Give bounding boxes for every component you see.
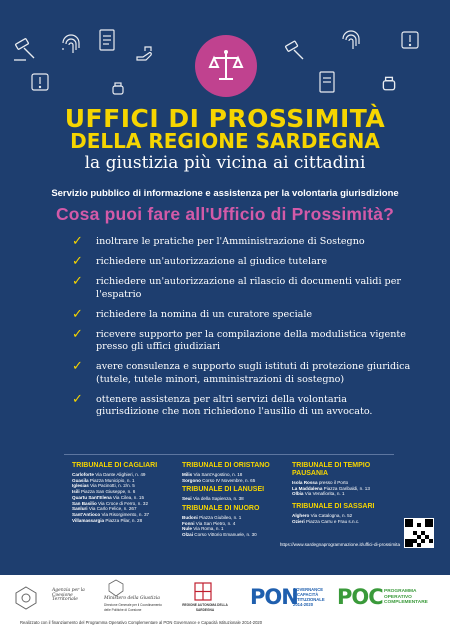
ink-pot-right-icon — [380, 74, 398, 92]
tribunal-title: TRIBUNALE DI SASSARI — [292, 503, 375, 510]
title-line-2: DELLA REGIONE SARDEGNA — [70, 129, 380, 153]
poc-logo: POC — [337, 585, 383, 609]
check-icon: ✓ — [72, 234, 83, 249]
service-description: Servizio pubblico di informazione e assistenza per la volontaria giurisdizione — [51, 188, 399, 199]
cofinancing-note: Realizzato con il finanziamento del Programma Operativo Complementare al PON Governance e Capacità Istituzionale 2014-2020 — [20, 620, 263, 625]
document-right-icon — [318, 70, 336, 94]
tribunal-title: TRIBUNALE DI CAGLIARI — [72, 462, 158, 469]
tribunal-sassari — [292, 503, 374, 524]
tribunal-entry: Nule Via Roma, n. 1 — [182, 526, 224, 532]
scales-icon — [207, 47, 245, 85]
tribunal-entry: Sorgono Corso IV Novembre, n. 65 — [182, 477, 256, 483]
tribunal-title: TRIBUNALE DI TEMPIO PAUSANIA — [292, 462, 371, 477]
divider — [64, 454, 394, 455]
question-heading: Cosa puoi fare all'Ufficio di Prossimità? — [55, 204, 395, 224]
tribunal-entry: Fonni Via San Pietro, n. 4 — [182, 520, 236, 526]
list-item-text: avere consulenza e supporto sugli istituti di protezione giuridica (tutele, tutele minori, amministrazioni di sostegno) — [96, 361, 411, 385]
title-line-1: UFFICI DI PROSSIMITÀ — [64, 104, 386, 133]
list-item — [72, 276, 412, 301]
tribunal-tempio — [292, 462, 372, 497]
agency-logo: Agenzia per la Coesione Territoriale — [52, 588, 85, 602]
sardinia-region-emblem-icon — [194, 582, 212, 602]
gavel-icon — [12, 38, 40, 62]
list-item — [72, 361, 412, 386]
document-icon — [98, 28, 116, 52]
tribunal-entry: Milis Via Sant'Agostino, n. 18 — [182, 472, 243, 477]
list-item-text: inoltrare le pratiche per l'Amministrazione di Sostegno — [96, 236, 365, 247]
tribunal-entry: Isola Rossa presso il Porto — [292, 480, 349, 485]
pon-logo: PON — [250, 585, 298, 609]
tribunal-entry: Guasila Piazza Municipio, n. 1 — [72, 477, 135, 483]
tribunal-entry: Budoni Piazza Giubileo, n. 1 — [182, 515, 242, 520]
list-item-text: ricevere supporto per la compilazione della modulistica vigente presso gli uffici giudiziari — [96, 328, 406, 352]
italian-republic-emblem-icon — [14, 585, 38, 611]
tribunal-entry: Villamassargia Piazza Pilar, n. 28 — [72, 517, 143, 523]
tribunal-oristano — [182, 462, 270, 483]
tribunal-entry: Sanluri Via Carlo Felice, n. 267 — [72, 506, 137, 512]
check-icon: ✓ — [72, 391, 83, 407]
alert-right-icon — [400, 30, 420, 50]
region-logo: REGIONE AUTONOMA DELLA SARDEGNA — [182, 603, 228, 612]
fingerprint-icon — [60, 30, 82, 56]
check-icon: ✓ — [72, 274, 83, 289]
gavel-right-icon — [282, 40, 308, 62]
tribunal-entry: La Maddalena Piazza Garibaldi, n. 13 — [292, 485, 370, 491]
tribunal-title: TRIBUNALE DI ORISTANO — [182, 462, 270, 469]
tribunal-entry: Isili Piazza San Giuseppe, n. 6 — [72, 489, 136, 495]
qr-code[interactable] — [404, 518, 434, 548]
list-item — [72, 256, 412, 269]
services-list — [72, 236, 412, 426]
tribunal-cagliari — [72, 462, 157, 523]
qr-code-icon — [405, 519, 433, 547]
tribunal-title: TRIBUNALE DI LANUSEI — [182, 486, 265, 493]
ministry-subtitle: Direzione Generale per il Coordinamento delle Politiche di Coesione — [104, 603, 162, 612]
website-url[interactable]: https://www.sardegnaprogrammazione.it/uffici-di-prossimita — [279, 542, 400, 547]
list-item-text: richiedere un'autorizzazione al rilascio di documenti validi per l'espatrio — [96, 276, 401, 300]
ministry-emblem-icon — [108, 579, 124, 597]
list-item — [72, 236, 412, 249]
poc-description: PROGRAMMA OPERATIVO COMPLEMENTARE — [384, 589, 428, 606]
list-item — [72, 326, 412, 354]
tribunal-title: TRIBUNALE DI NUORO — [182, 505, 260, 512]
tribunal-entry: Iglesias Via Pacinotti, n. 2/n. 5 — [72, 483, 135, 489]
tribunal-entry: Olzai Corso Vittorio Emanuele, n. 30 — [182, 532, 257, 538]
tribunal-entry: Carloforte Via Dante Alighieri, n. 49 — [72, 472, 146, 477]
check-icon: ✓ — [72, 254, 83, 269]
tribunal-nuoro — [182, 505, 259, 538]
justice-scales-logo — [195, 35, 257, 97]
tribunal-entry: Olbia Via Venafiorita, n. 1 — [292, 491, 345, 497]
subtitle: la giustizia più vicina ai cittadini — [84, 153, 366, 173]
footer-logos — [0, 575, 450, 637]
pon-description: GOVERNANCE E CAPACITÀ ISTITUZIONALE 2014-2020 — [293, 587, 325, 607]
tribunal-entry: Sant'Antioco Via Risorgimento, n. 37 — [72, 511, 150, 517]
check-icon: ✓ — [72, 326, 83, 342]
fingerprint-right-icon — [340, 26, 362, 52]
tribunal-entry: Alghero Via Catalogna, n. 52 — [292, 513, 353, 518]
list-item-text: ottenere assistenza per altri servizi della volontaria giurisdizione che non richiedono l'ausilio di un avvocato. — [96, 393, 373, 417]
ink-pot-icon — [110, 80, 126, 96]
alert-icon — [30, 72, 50, 92]
hand-icon — [135, 45, 157, 65]
ministry-logo: Ministero della Giustizia — [104, 596, 160, 601]
list-item — [72, 306, 412, 322]
tribunal-entry: Quartu Sant'Elena Via Cilea, n. 15 — [72, 494, 144, 500]
check-icon: ✓ — [72, 306, 83, 322]
tribunal-entry: San Basilio Via Croce di Ferro, n. 32 — [72, 500, 149, 506]
list-item-text: richiedere un'autorizzazione al giudice tutelare — [96, 256, 328, 267]
tribunal-entry: Ozieri Piazza Carru e Frau s.n.c. — [292, 518, 360, 524]
check-icon: ✓ — [72, 359, 83, 374]
tribunal-entry: Seui Via della Sapienza, n. 38 — [182, 496, 244, 501]
list-item-text: richiedere la nomina di un curatore speciale — [96, 308, 313, 320]
tribunal-lanusei — [182, 486, 264, 502]
list-item — [72, 391, 412, 419]
